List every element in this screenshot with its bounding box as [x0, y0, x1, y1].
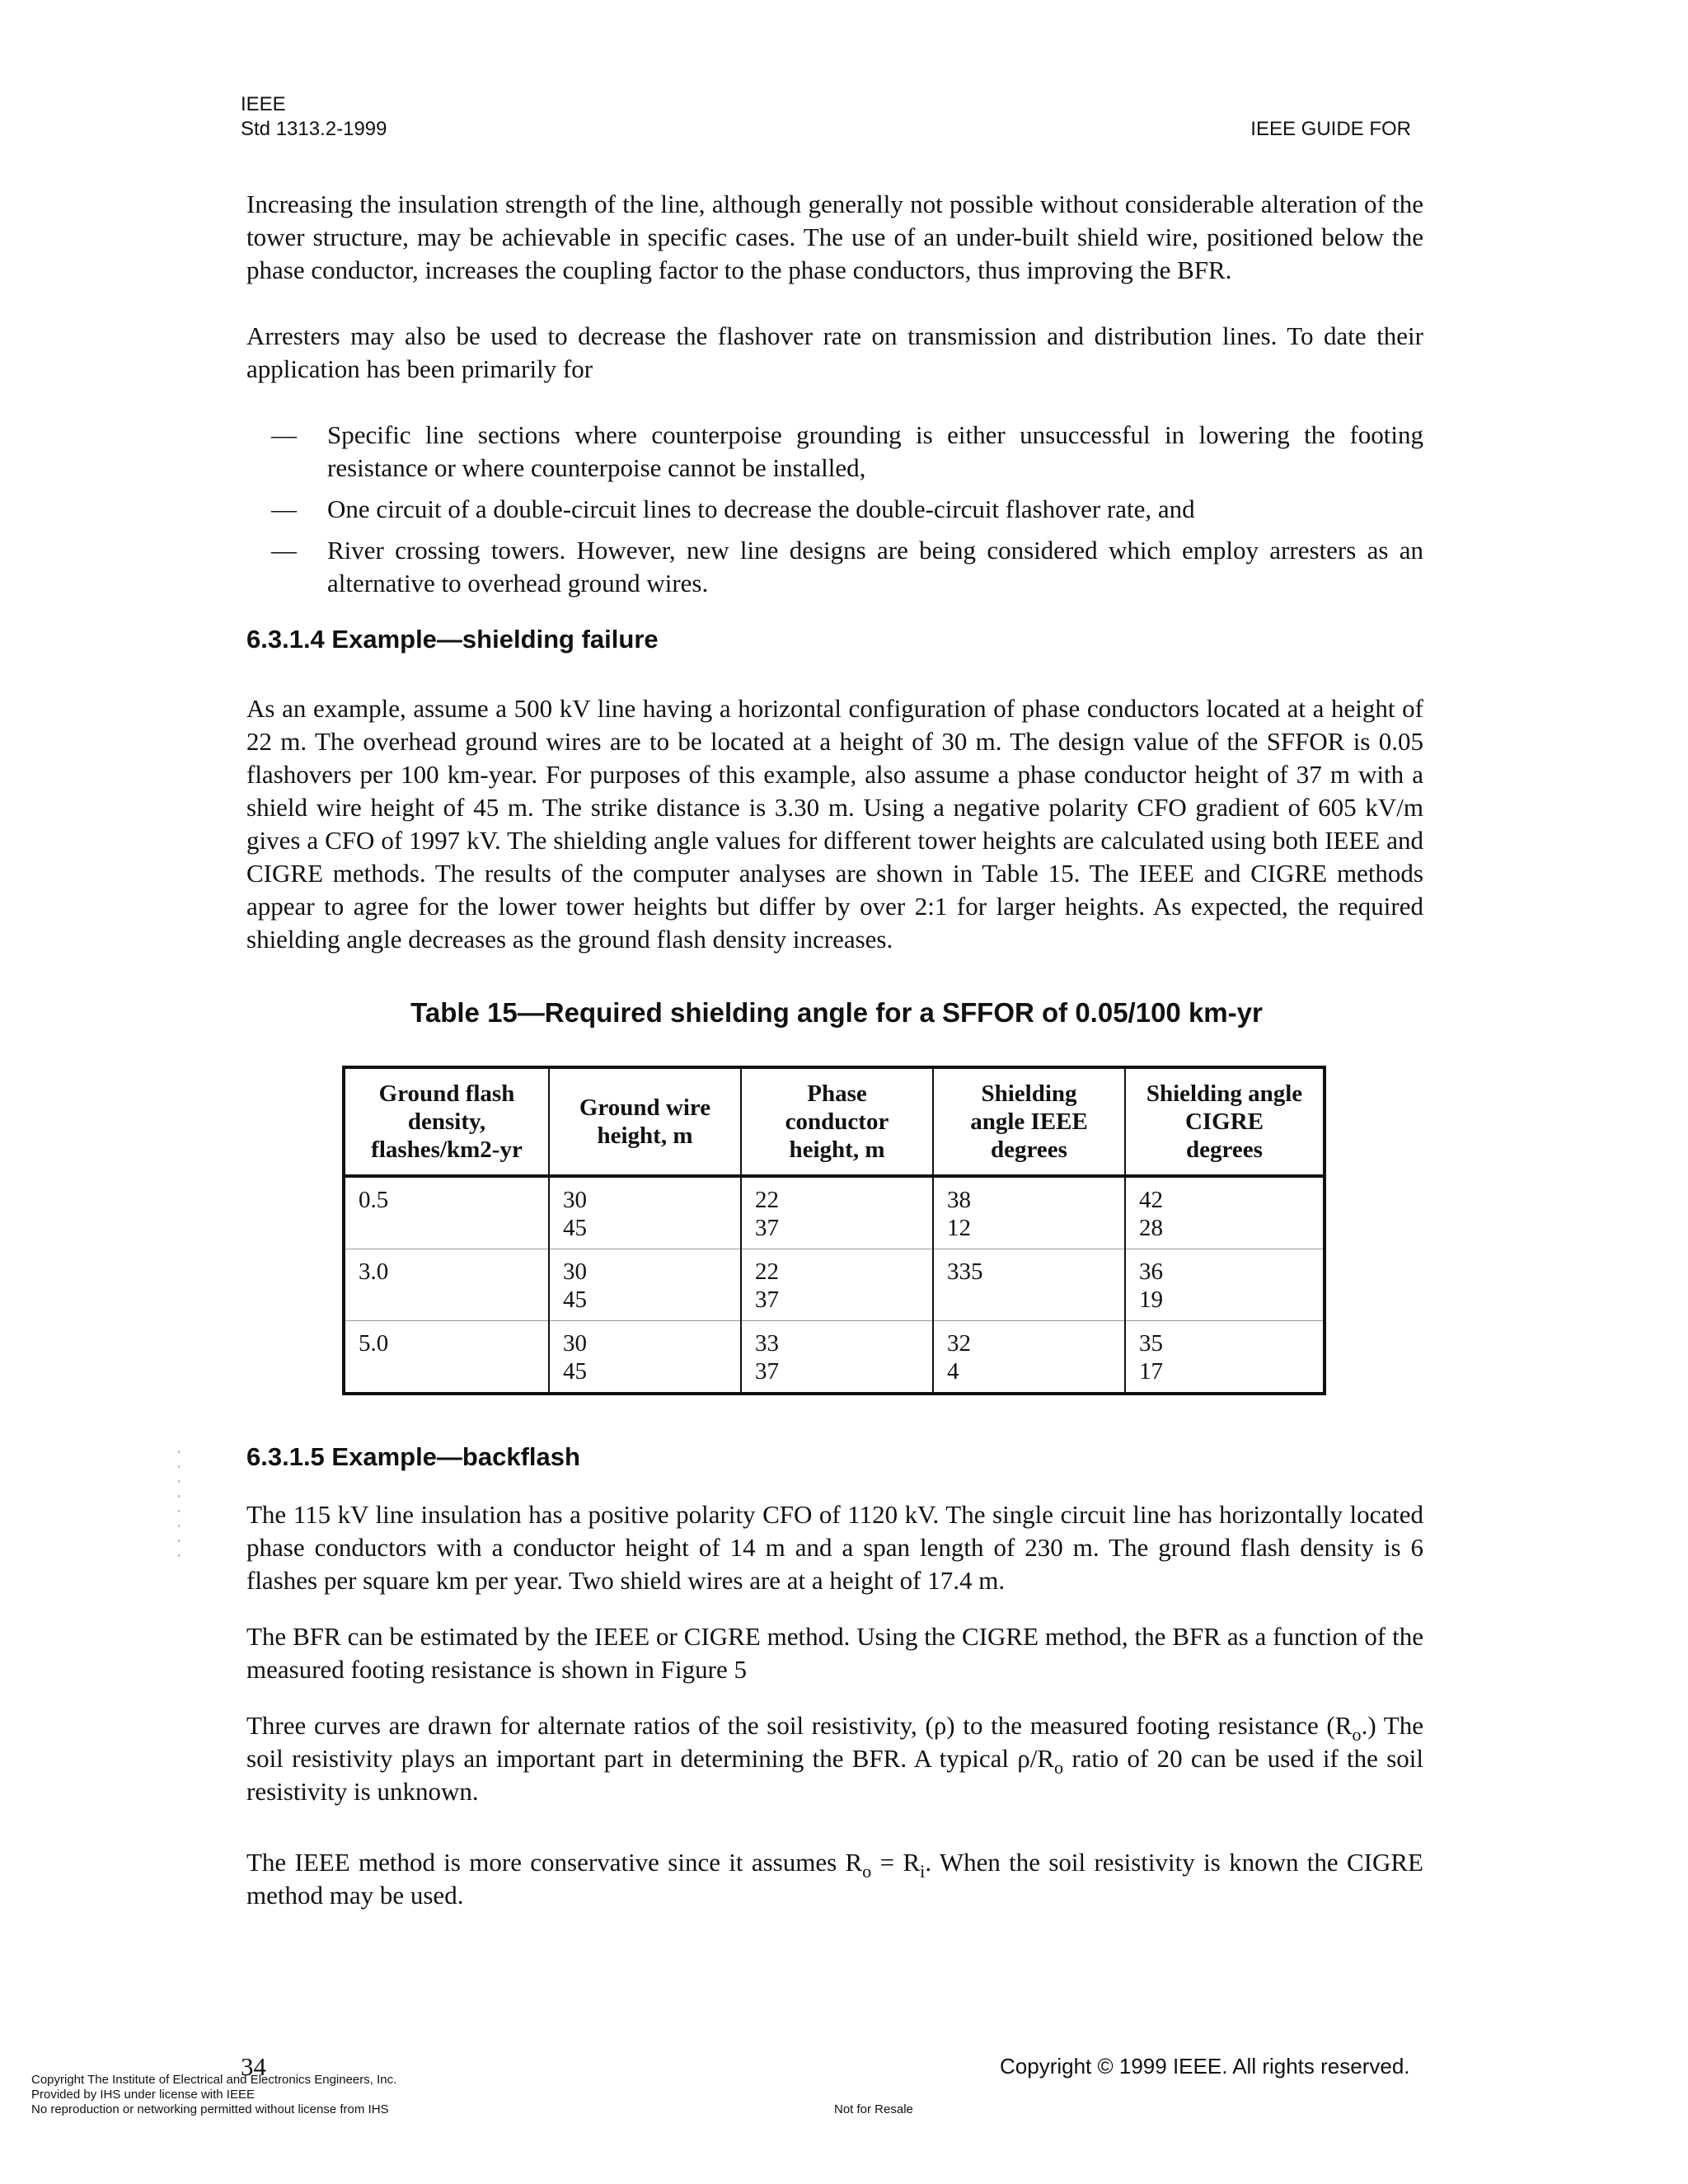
- paragraph-ieee-method: The IEEE method is more conservative since it assumes $R_o = R_i$. When the soil resistivity is known the CIGRE method may be used.: [246, 1848, 1423, 1910]
- table-cell: 42 28: [1125, 1176, 1325, 1249]
- paragraph-bfr-estimate: The BFR can be estimated by the IEEE or CIGRE method. Using the CIGRE method, the BFR as a function of the measured footing resistance is shown in Figure 5: [246, 1622, 1423, 1684]
- table-cell: 36 19: [1125, 1249, 1325, 1321]
- header-std-number: Std 1313.2-1999: [241, 118, 387, 140]
- table-title: Table 15—Required shielding angle for a SFFOR of 0.05/100 km-yr: [410, 997, 1263, 1028]
- table-row: [344, 1249, 1325, 1321]
- arrester-application-list: [246, 419, 1423, 608]
- running-header-left: [241, 92, 387, 142]
- list-item: — River crossing towers. However, new line designs are being considered which employ arresters as an alternative to overhead ground wires.: [271, 536, 1423, 598]
- section-heading-backflash: 6.3.1.5 Example—backflash: [246, 1442, 580, 1471]
- table-cell: 22 37: [741, 1176, 933, 1249]
- table-cell: 30 45: [549, 1176, 741, 1249]
- paragraph-insulation-strength: Increasing the insulation strength of the line, although generally not possible without considerable alteration of the tower structure, may be achievable in specific cases. The use of an under-built shield wire, positioned below the phase conductor, increases the coupling factor to the phase conductors, thus improving the BFR.: [246, 190, 1423, 284]
- paragraph-backflash-line: The 115 kV line insulation has a positive polarity CFO of 1120 kV. The single circuit line has horizontally located phase conductors with a conductor height of 14 m and a span length of 230 m. The ground flash density is 6 flashes per square km per year. Two shield wires are at a height of 17.4 m.: [246, 1500, 1423, 1595]
- copyright-notice: Copyright © 1999 IEEE. All rights reserved.: [1000, 2054, 1410, 2079]
- table-cell: 35 17: [1139, 1330, 1163, 1385]
- paragraph-arresters: Arresters may also be used to decrease the flashover rate on transmission and distribution lines. To date their application has been primarily for: [246, 321, 1423, 383]
- margin-marks: [176, 1451, 181, 1566]
- header-org: IEEE: [241, 93, 286, 115]
- paragraph-soil-resistivity: Three curves are drawn for alternate ratios of the soil resistivity, (ρ) to the measured footing resistance $(R_o.)$ The soil resistivity plays an important part in determining the BFR. A typical $\rho/R_o$ ratio of 20 can be used if the soil resistivity is unknown.: [246, 1711, 1423, 1806]
- column-header: Ground flash density, flashes/km2-yr: [344, 1067, 549, 1176]
- table-cell: 3.0: [344, 1249, 549, 1321]
- column-header: Shielding angle CIGRE degrees: [1125, 1067, 1325, 1176]
- table-cell: 32 4: [933, 1321, 1125, 1394]
- table-cell: 0.5: [344, 1176, 549, 1249]
- list-item: — Specific line sections where counterpoise grounding is either unsuccessful in lowering the footing resistance or where counterpoise cannot be installed,: [271, 420, 1423, 482]
- table-cell: 33 37: [741, 1321, 933, 1394]
- section-heading-shielding-failure: 6.3.1.4 Example—shielding failure: [246, 625, 659, 654]
- column-header: Shielding angle IEEE degrees: [933, 1067, 1125, 1176]
- running-header-right: IEEE GUIDE FOR: [1250, 118, 1411, 140]
- table-row: [344, 1321, 1325, 1394]
- table-cell: 335: [933, 1249, 1125, 1321]
- table-cell: 38 12: [933, 1176, 1125, 1249]
- column-header: Ground wire height, m: [549, 1067, 741, 1176]
- column-header: Phase conductor height, m: [741, 1067, 933, 1176]
- table-cell: 30 45: [549, 1321, 741, 1394]
- list-item: — One circuit of a double-circuit lines to decrease the double-circuit flashover rate, and: [271, 494, 1195, 523]
- table-cell: 30 45: [549, 1249, 741, 1321]
- table-row: [344, 1176, 1325, 1249]
- not-for-resale-notice: Not for Resale: [834, 2102, 913, 2116]
- paragraph-shielding-example: As an example, assume a 500 kV line having a horizontal configuration of phase conductors located at a height of 22 m. The overhead ground wires are to be located at a height of 30 m. The design value of the SFFOR is 0.05 flashovers per 100 km-year. For purposes of this example, also assume a phase conductor height of 37 m with a shield wire height of 45 m. The strike distance is 3.30 m. Using a negative polarity CFO gradient of 605 kV/m gives a CFO of 1997 kV. The shielding angle values for different tower heights are calculated using both IEEE and CIGRE methods. The results of the computer analyses are shown in Table 15. The IEEE and CIGRE methods appear to agree for the lower tower heights but differ by over 2:1 for larger heights. As expected, the required shielding angle decreases as the ground flash density increases.: [246, 694, 1423, 954]
- license-notice: Copyright The Institute of Electrical and Electronics Engineers, Inc. Provided by IHS under license with IEEE No reproduction or networking permitted without license from IHS: [31, 2073, 397, 2116]
- shielding-angle-table: [342, 1066, 1326, 1395]
- table-header-row: [344, 1067, 1325, 1176]
- table-cell: 22 37: [741, 1249, 933, 1321]
- page-number: 34: [241, 2052, 266, 2081]
- table-cell: 5.0: [344, 1321, 549, 1394]
